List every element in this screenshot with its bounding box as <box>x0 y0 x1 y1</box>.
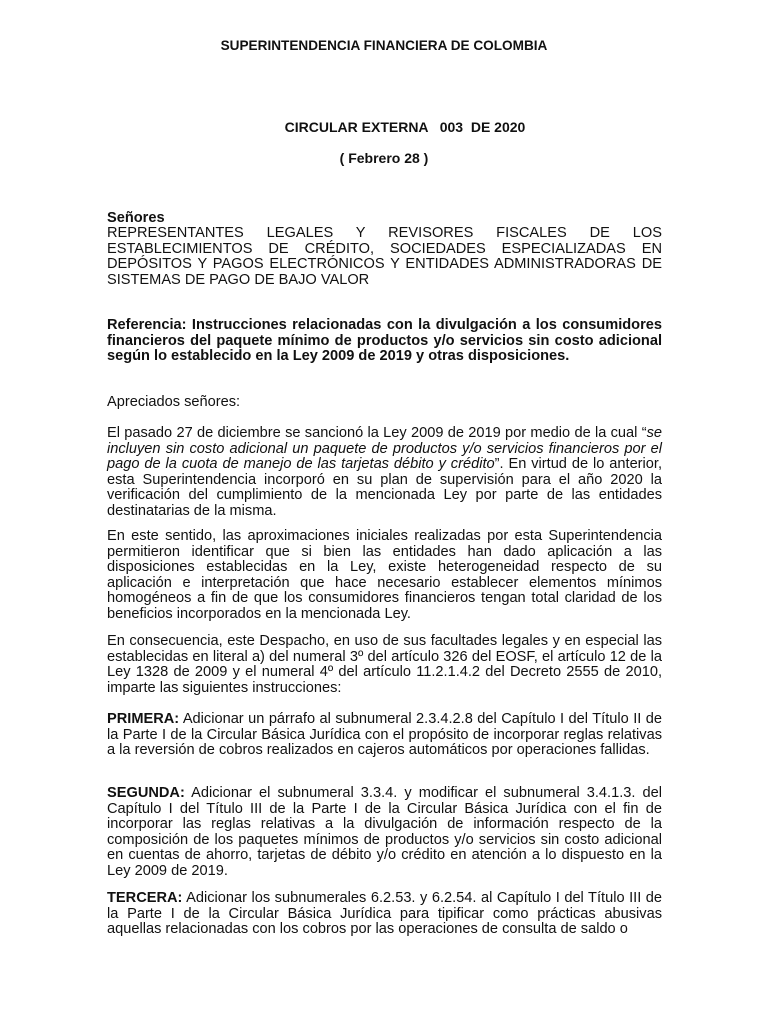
organization-title: SUPERINTENDENCIA FINANCIERA DE COLOMBIA <box>220 38 548 53</box>
greeting: Apreciados señores: <box>107 394 241 410</box>
instruction-primera-label: PRIMERA: <box>107 711 180 727</box>
paragraph-law-2009-quote: se incluyen sin costo adicional un paquete de productos y/o servicios financieros por el pago de la cuota de manejo de las tarjetas débito y crédito <box>107 425 662 472</box>
instruction-segunda-text: Adicionar el subnumeral 3.3.4. y modificar el subnumeral 3.4.1.3. del Capítulo I del Título III de la Parte I de la Circular Básica Jurídica con el fin de incorporar las reglas relativas a la divulgación de información respecto de la composición de los paquetes mínimos de productos y/o servicios sin costo adicional en cuentas de ahorro, tarjetas de débito y/o crédito en atención a lo dispuesto en la Ley 2009 de 2019. <box>107 785 662 879</box>
instruction-primera-text: Adicionar un párrafo al subnumeral 2.3.4.2.8 del Capítulo I del Título II de la Parte I de la Circular Básica Jurídica con el propósito de incorporar reglas relativas a la reversión de cobros realizados en cajeros automáticos por operaciones fallidas. <box>107 711 662 758</box>
instruction-segunda-label: SEGUNDA: <box>107 785 185 801</box>
paragraph-approximations: En este sentido, las aproximaciones iniciales realizadas por esta Superintendencia permitieron identificar que si bien las entidades han dado aplicación a las disposiciones establecidas en la Ley, existe heterogeneidad respecto de su aplicación e interpretación que hace necesario establecer elementos mínimos homogéneos a fin de que los consumidores financieros tengan total claridad de los beneficios incorporados en la mencionada Ley. <box>107 528 662 622</box>
instruction-tercera-text: Adicionar los subnumerales 6.2.53. y 6.2.54. al Capítulo I del Título III de la Parte I de la Circular Básica Jurídica para tipificar como prácticas abusivas aquellas relacionadas con los cobros por las operaciones de consulta de saldo o <box>107 890 662 937</box>
reference-paragraph: Referencia: Instrucciones relacionadas con la divulgación a los consumidores financieros del paquete mínimo de productos y/o servicios sin costo adicional según lo establecido en la Ley 2009 de 2019 y otras disposiciones. <box>107 317 662 364</box>
instruction-tercera <box>107 891 662 938</box>
addressee-label: Señores <box>107 210 165 226</box>
instruction-segunda <box>107 786 662 879</box>
circular-title-text: CIRCULAR EXTERNA 003 DE 2020 <box>284 119 526 135</box>
paragraph-law-2009-lead: El pasado 27 de diciembre se sancionó la Ley 2009 de 2019 por medio de la cual “ <box>107 425 647 441</box>
paragraph-law-2009 <box>107 426 662 519</box>
instruction-primera <box>107 712 662 759</box>
addressee-body: REPRESENTANTES LEGALES Y REVISORES FISCALES DE LOS ESTABLECIMIENTOS DE CRÉDITO, SOCIEDADES ESPECIALIZADAS EN DEPÓSITOS Y PAGOS ELECTRÓNICOS Y ENTIDADES ADMINISTRADORAS DE SISTEMAS DE PAGO DE BAJO VALOR <box>107 225 662 288</box>
circular-title <box>0 120 768 136</box>
circular-date: ( Febrero 28 ) <box>339 150 429 166</box>
paragraph-consequence: En consecuencia, este Despacho, en uso de sus facultades legales y en especial las establecidas en literal a) del numeral 3º del artículo 326 del EOSF, el artículo 12 de la Ley 1328 de 2009 y el numeral 4º del artículo 11.2.1.4.2 del Decreto 2555 de 2010, imparte las siguientes instrucciones: <box>107 633 662 696</box>
instruction-tercera-label: TERCERA: <box>107 890 183 906</box>
paragraph-law-2009-tail: ”. En virtud de lo anterior, esta Superintendencia incorporó en su plan de supervisión para el año 2020 la verificación del cumplimiento de la mencionada Ley por parte de las entidades destinatarias de la misma. <box>107 456 663 519</box>
